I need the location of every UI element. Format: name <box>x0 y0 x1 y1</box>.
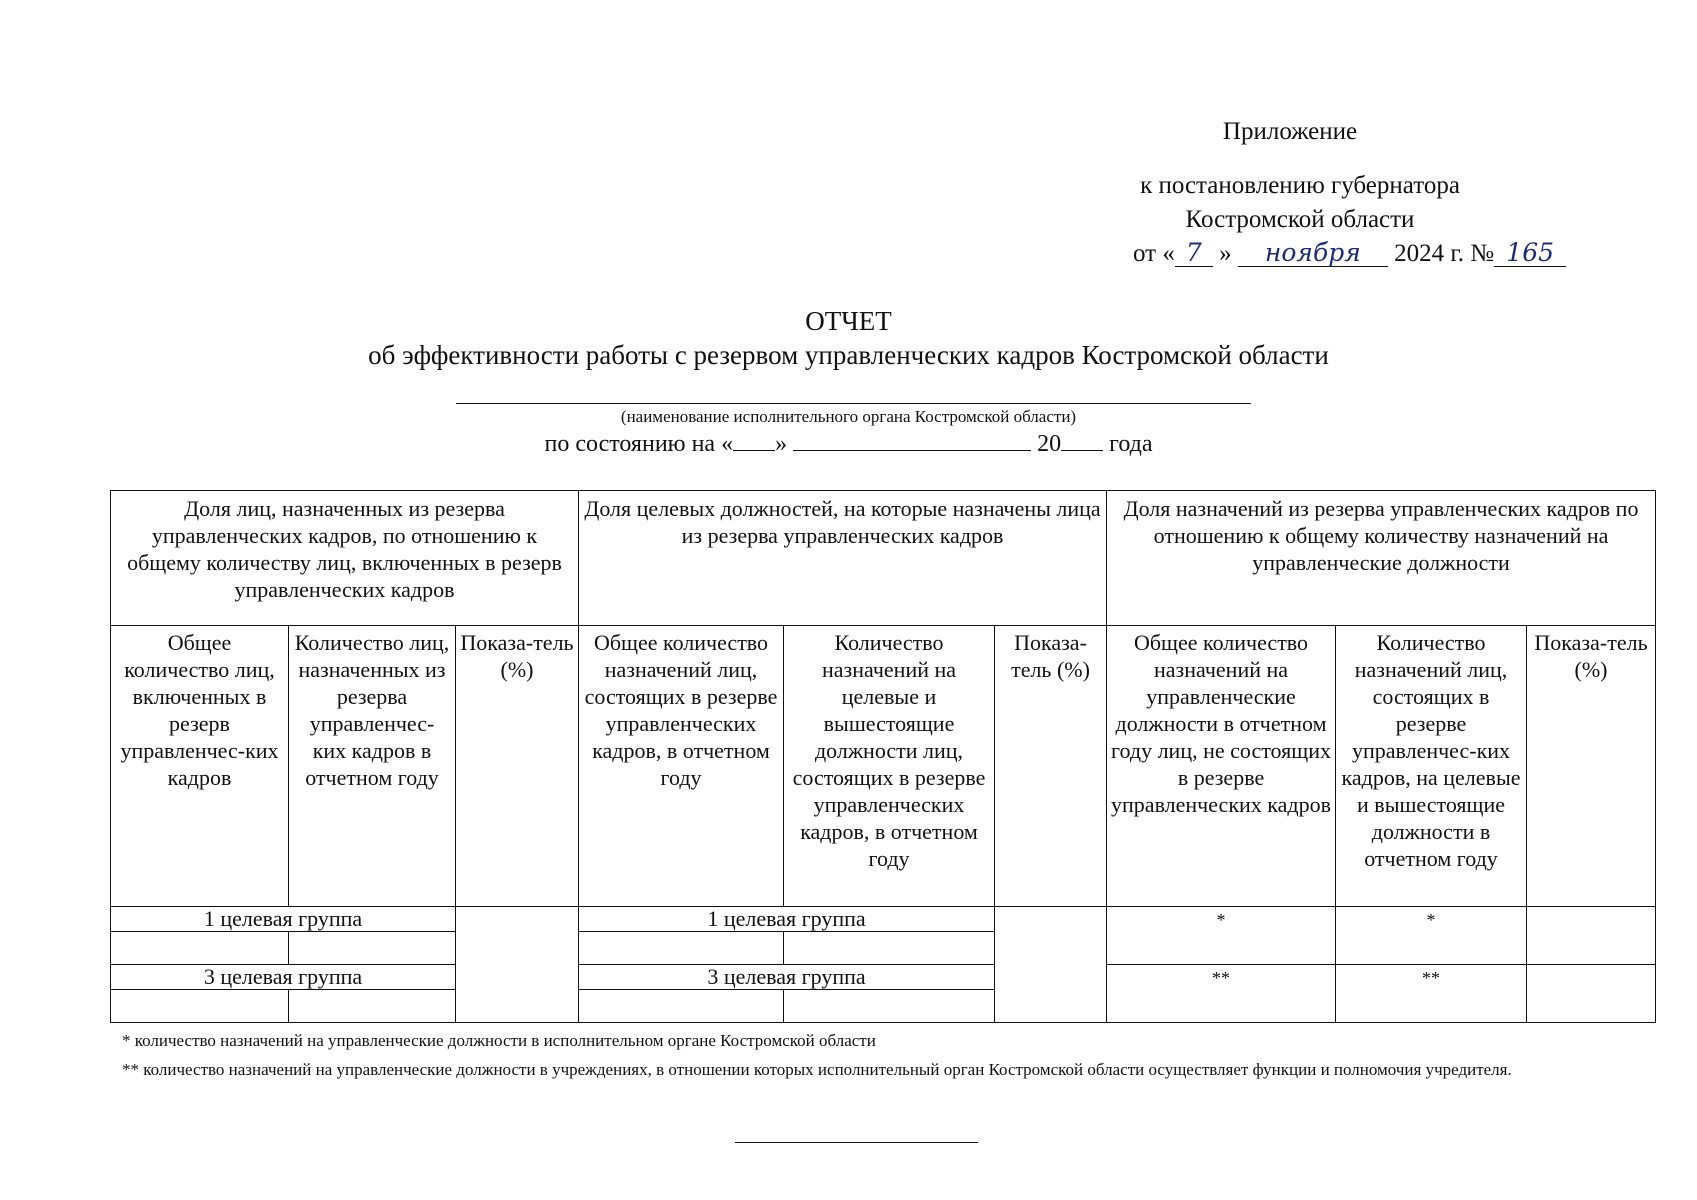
group1-label-a: 1 целевая группа <box>111 907 456 932</box>
group-header-1: Доля лиц, назначенных из резерва управленческих кадров, по отношению к общему количеству лиц, включенных в резерв управленческих кадров <box>111 491 579 626</box>
indicator-cell-a <box>456 907 579 1023</box>
table-cell-empty <box>784 932 995 965</box>
date-mid: » <box>1219 240 1232 267</box>
date-year: 2024 г. № <box>1394 240 1495 267</box>
star-cell-1: * <box>1107 907 1336 965</box>
sub-header-4: Общее количество назначений лиц, состоящих в резерве управленческих кадров, в отчетном году <box>579 626 784 907</box>
handwritten-number: 165 <box>1494 240 1566 267</box>
appendix-title: Приложение <box>1222 118 1358 145</box>
table-cell-empty <box>289 932 456 965</box>
sub-header-7: Общее количество назначений на управленческие должности в отчетном году лиц, не состоящих в резерве управленческих кадров <box>1107 626 1336 907</box>
org-name-caption: (наименование исполнительного органа Костромской области) <box>620 407 1077 426</box>
sub-header-8: Количество назначений лиц, состоящих в резерве управленчес-ких кадров, на целевые и вышестоящие должности в отчетном году <box>1336 626 1527 907</box>
report-title: ОТЧЕТ <box>805 306 892 336</box>
appendix-date-line <box>1133 240 1566 268</box>
group1-label-b: 1 целевая группа <box>579 907 995 932</box>
as-of-prefix: по состоянию на « <box>544 431 734 457</box>
sub-header-1: Общее количество лиц, включенных в резерв управленчес-ких кадров <box>111 626 289 907</box>
report-subtitle: об эффективности работы с резервом управленческих кадров Костромской области <box>368 340 1329 370</box>
indicator-cell-b <box>995 907 1107 1023</box>
report-table <box>110 490 1656 1023</box>
sub-header-6: Показа-тель (%) <box>995 626 1107 907</box>
double-star-cell-1: ** <box>1107 965 1336 1023</box>
group-header-2: Доля целевых должностей, на которые назначены лица из резерва управленческих кадров <box>579 491 1107 626</box>
table-cell-empty <box>111 990 289 1023</box>
table-cell-empty <box>579 990 784 1023</box>
handwritten-month: ноября <box>1238 240 1388 267</box>
handwritten-day: 7 <box>1175 240 1213 267</box>
as-of-day-blank <box>733 428 775 451</box>
sub-header-3: Показа-тель (%) <box>456 626 579 907</box>
sub-header-5: Количество назначений на целевые и вышестоящие должности лиц, состоящих в резерве управленческих кадров, в отчетном году <box>784 626 995 907</box>
date-prefix: от « <box>1133 240 1175 267</box>
indicator-cell-c2 <box>1527 965 1656 1023</box>
star-cell-2: * <box>1336 907 1527 965</box>
group-header-3: Доля назначений из резерва управленческих кадров по отношению к общему количеству назначений на управленческие должности <box>1107 491 1656 626</box>
footnote-2: ** количество назначений на управленческие должности в учреждениях, в отношении которых исполнительный орган Костромской области осуществляет функции и полномочия учредителя. <box>122 1060 1512 1079</box>
group3-label-b: 3 целевая группа <box>579 965 995 990</box>
footnote-1: * количество назначений на управленческие должности в исполнительном органе Костромской области <box>122 1031 876 1050</box>
end-line <box>735 1142 978 1143</box>
org-name-line <box>456 403 1251 404</box>
double-star-cell-2: ** <box>1336 965 1527 1023</box>
appendix-line-1: к постановлению губернатора <box>1140 172 1460 199</box>
as-of-line <box>0 428 1697 458</box>
as-of-year: 20 <box>1037 431 1062 457</box>
as-of-mid: » <box>775 431 788 457</box>
as-of-suffix: года <box>1109 431 1153 457</box>
as-of-year-blank <box>1061 428 1103 451</box>
table-cell-empty <box>111 932 289 965</box>
indicator-cell-c1 <box>1527 907 1656 965</box>
sub-header-2: Количество лиц, назначенных из резерва управленчес-ких кадров в отчетном году <box>289 626 456 907</box>
as-of-month-blank <box>793 428 1031 451</box>
appendix-line-2: Костромской области <box>1185 206 1415 233</box>
table-cell-empty <box>784 990 995 1023</box>
group3-label-a: 3 целевая группа <box>111 965 456 990</box>
table-cell-empty <box>289 990 456 1023</box>
sub-header-9: Показа-тель (%) <box>1527 626 1656 907</box>
table-cell-empty <box>579 932 784 965</box>
